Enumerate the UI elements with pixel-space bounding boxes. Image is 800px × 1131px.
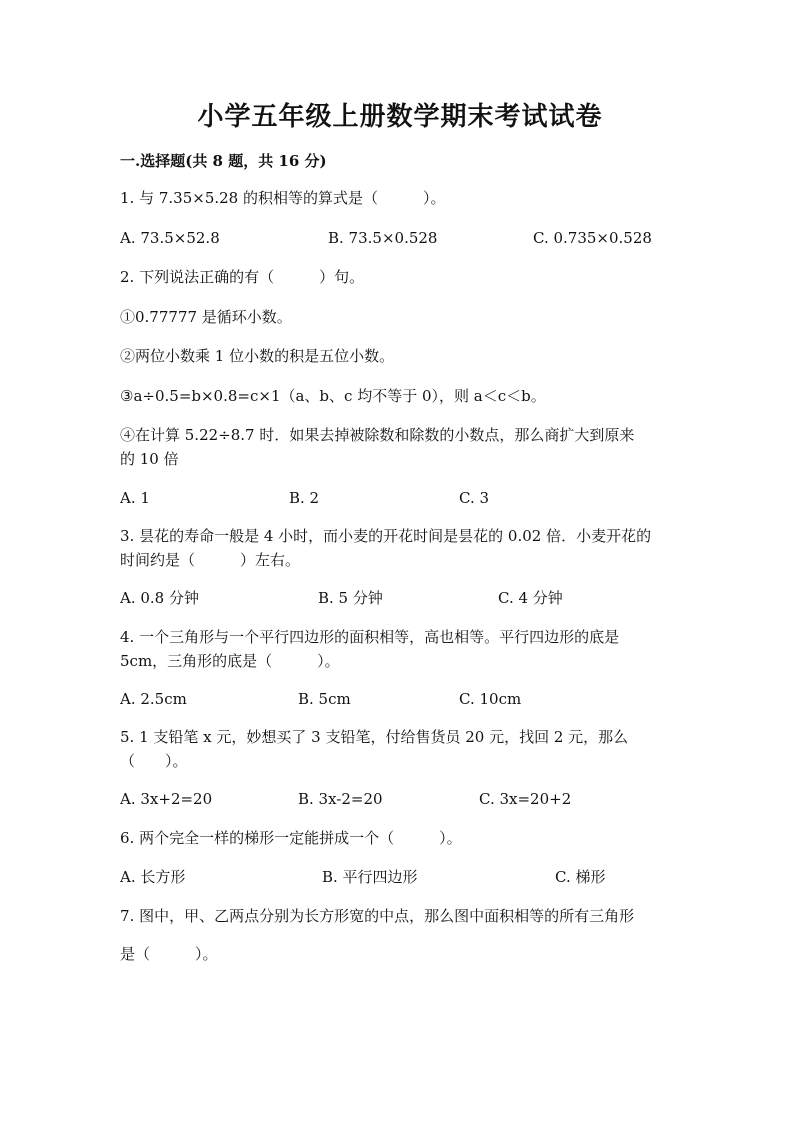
q1-option-b: B. 73.5×0.528 xyxy=(328,229,438,247)
question-1: 1. 与 7.35×5.28 的积相等的算式是（ ）。 xyxy=(120,189,446,207)
q5-option-c: C. 3x=20+2 xyxy=(479,790,572,808)
q2-statement-2: ②两位小数乘 1 位小数的积是五位小数。 xyxy=(120,347,395,365)
q4-option-a: A. 2.5cm xyxy=(120,690,187,708)
question-7: 7. 图中，甲、乙两点分别为长方形宽的中点，那么图中面积相等的所有三角形 xyxy=(120,907,635,925)
q2-option-a: A. 1 xyxy=(120,489,150,507)
q6-option-b: B. 平行四边形 xyxy=(322,868,418,886)
q5-option-b: B. 3x-2=20 xyxy=(298,790,383,808)
q1-option-c: C. 0.735×0.528 xyxy=(533,229,652,247)
question-5: 5. 1 支铅笔 x 元，妙想买了 3 支铅笔，付给售货员 20 元，找回 2 元，那么 xyxy=(120,728,629,746)
section-heading: 一.选择题(共 8 题，共 16 分) xyxy=(120,152,327,170)
q2-option-b: B. 2 xyxy=(289,489,320,507)
question-2: 2. 下列说法正确的有（ ）句。 xyxy=(120,268,365,286)
q1-option-a: A. 73.5×52.8 xyxy=(120,229,220,247)
q3-option-c: C. 4 分钟 xyxy=(498,589,563,607)
q5-option-a: A. 3x+2=20 xyxy=(120,790,213,808)
q3-option-b: B. 5 分钟 xyxy=(318,589,383,607)
question-3-cont: 时间约是（ ）左右。 xyxy=(120,551,301,569)
q4-option-b: B. 5cm xyxy=(298,690,351,708)
q6-option-c: C. 梯形 xyxy=(555,868,606,886)
question-4: 4. 一个三角形与一个平行四边形的面积相等，高也相等。平行四边形的底是 xyxy=(120,628,620,646)
page-title: 小学五年级上册数学期末考试试卷 xyxy=(197,102,603,132)
q2-statement-1: ①0.77777 是循环小数。 xyxy=(120,308,292,326)
q2-statement-3: ③a÷0.5=b×0.8=c×1（a、b、c 均不等于 0），则 a＜c＜b。 xyxy=(120,387,546,405)
q3-option-a: A. 0.8 分钟 xyxy=(120,589,199,607)
q2-statement-4: ④在计算 5.22÷8.7 时．如果去掉被除数和除数的小数点，那么商扩大到原来 xyxy=(120,426,635,444)
question-7-cont: 是（ ）。 xyxy=(120,945,218,963)
question-6: 6. 两个完全一样的梯形一定能拼成一个（ ）。 xyxy=(120,829,462,847)
q2-statement-4-cont: 的 10 倍 xyxy=(120,450,179,468)
question-4-cont: 5cm，三角形的底是（ ）。 xyxy=(120,652,340,670)
question-3: 3. 昙花的寿命一般是 4 小时，而小麦的开花时间是昙花的 0.02 倍．小麦开花的 xyxy=(120,527,652,545)
q2-option-c: C. 3 xyxy=(459,489,490,507)
q6-option-a: A. 长方形 xyxy=(120,868,186,886)
q4-option-c: C. 10cm xyxy=(459,690,522,708)
question-5-cont: （ ）。 xyxy=(120,752,188,770)
